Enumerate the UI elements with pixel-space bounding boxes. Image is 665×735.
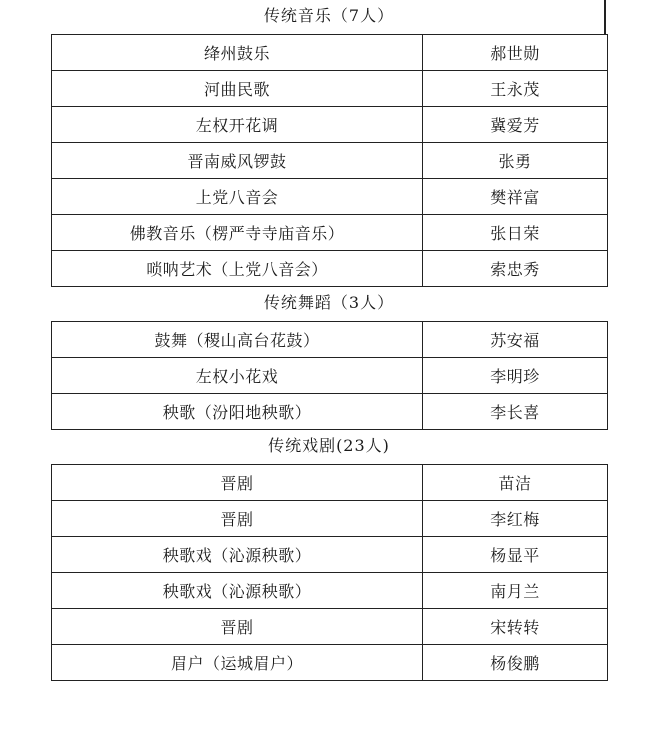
- inheritor-name: 杨显平: [423, 537, 608, 573]
- table-row: [52, 35, 608, 71]
- table-row: [52, 251, 608, 287]
- item-name: 唢呐艺术（上党八音会）: [52, 251, 423, 287]
- item-name: 左权小花戏: [52, 358, 423, 394]
- item-name: 晋剧: [52, 609, 423, 645]
- item-name: 左权开花调: [52, 107, 423, 143]
- item-name: 秧歌（汾阳地秧歌）: [52, 394, 423, 430]
- table-row: [52, 537, 608, 573]
- table-row: [52, 143, 608, 179]
- item-name: 上党八音会: [52, 179, 423, 215]
- inheritor-name: 索忠秀: [423, 251, 608, 287]
- table-row: [52, 215, 608, 251]
- inheritor-name: 郝世勋: [423, 35, 608, 71]
- inheritor-name: 李明珍: [423, 358, 608, 394]
- inheritor-name: 南月兰: [423, 573, 608, 609]
- item-name: 眉户（运城眉户）: [52, 645, 423, 681]
- table-row: [52, 465, 608, 501]
- inheritor-name: 樊祥富: [423, 179, 608, 215]
- inheritor-name: 李长喜: [423, 394, 608, 430]
- table-row: [52, 501, 608, 537]
- item-name: 河曲民歌: [52, 71, 423, 107]
- table-row: [52, 322, 608, 358]
- item-name: 绛州鼓乐: [52, 35, 423, 71]
- item-name: 晋南威风锣鼓: [52, 143, 423, 179]
- item-name: 鼓舞（稷山高台花鼓）: [52, 322, 423, 358]
- inheritor-name: 王永茂: [423, 71, 608, 107]
- inheritor-name: 张勇: [423, 143, 608, 179]
- inheritor-name: 李红梅: [423, 501, 608, 537]
- inheritor-name: 杨俊鹏: [423, 645, 608, 681]
- table-row: [52, 71, 608, 107]
- table-row: [52, 394, 608, 430]
- section-title-drama: 传统戏剧(23人): [268, 436, 390, 455]
- inheritor-name: 冀爱芳: [423, 107, 608, 143]
- table-music: [51, 34, 608, 287]
- table-dance: [51, 321, 608, 430]
- inheritor-name: 苏安福: [423, 322, 608, 358]
- table-row: [52, 573, 608, 609]
- table-row: [52, 609, 608, 645]
- inheritor-name: 宋转转: [423, 609, 608, 645]
- table-row: [52, 179, 608, 215]
- item-name: 佛教音乐（楞严寺寺庙音乐）: [52, 215, 423, 251]
- table-row: [52, 358, 608, 394]
- inheritor-name: 苗洁: [423, 465, 608, 501]
- table-row: [52, 107, 608, 143]
- item-name: 晋剧: [52, 501, 423, 537]
- section-title-music: 传统音乐（7人）: [263, 6, 395, 25]
- item-name: 秧歌戏（沁源秧歌）: [52, 537, 423, 573]
- table-row: [52, 645, 608, 681]
- item-name: 秧歌戏（沁源秧歌）: [52, 573, 423, 609]
- item-name: 晋剧: [52, 465, 423, 501]
- section-title-dance: 传统舞蹈（3人）: [263, 293, 395, 312]
- inheritor-name: 张日荣: [423, 215, 608, 251]
- table-drama: [51, 464, 608, 681]
- heritage-list: [51, 0, 607, 681]
